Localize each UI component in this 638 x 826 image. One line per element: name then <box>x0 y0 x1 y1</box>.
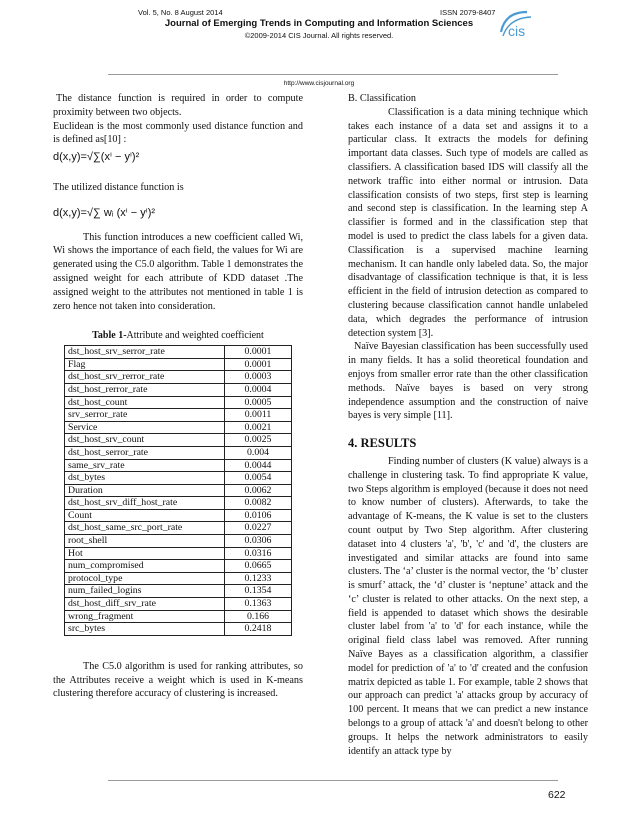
weight-cell: 0.0044 <box>225 459 292 472</box>
attribute-cell: dst_host_count <box>65 396 225 409</box>
table-row <box>65 535 292 548</box>
attribute-cell: same_srv_rate <box>65 459 225 472</box>
journal-title: Journal of Emerging Trends in Computing and Information Sciences <box>164 18 474 29</box>
attribute-cell: dst_host_serror_rate <box>65 446 225 459</box>
table-caption-text: Attribute and weighted coefficient <box>126 330 264 342</box>
attribute-cell: dst_host_srv_rerror_rate <box>65 371 225 384</box>
issn: ISSN 2079-8407 <box>440 8 496 17</box>
table-row <box>65 598 292 611</box>
table-row <box>65 371 292 384</box>
weight-cell: 0.166 <box>225 610 292 623</box>
table-row <box>65 547 292 560</box>
table-row <box>65 446 292 459</box>
table-row <box>65 383 292 396</box>
table-row <box>65 472 292 485</box>
paragraph: The C5.0 algorithm is used for ranking attributes, so the Attributes receive a weight which is used in K-means clustering therefore accuracy of clustering is increased. <box>53 660 303 700</box>
weight-cell: 0.1363 <box>225 598 292 611</box>
table-row <box>65 358 292 371</box>
euclidean-formula: d(x,y)=√∑(xⁱ − yⁱ)² <box>53 151 140 164</box>
paragraph: The utilized distance function is <box>53 181 184 193</box>
weight-cell: 0.0665 <box>225 560 292 573</box>
table-row <box>65 396 292 409</box>
weight-cell: 0.1354 <box>225 585 292 598</box>
weight-cell: 0.0054 <box>225 472 292 485</box>
page-number: 622 <box>548 789 566 801</box>
weight-cell: 0.0003 <box>225 371 292 384</box>
journal-url[interactable]: http://www.cisjournal.org <box>283 80 355 87</box>
attribute-cell: protocol_type <box>65 572 225 585</box>
table-row <box>65 623 292 636</box>
weight-cell: 0.0021 <box>225 421 292 434</box>
section-heading: 4. RESULTS <box>348 436 417 451</box>
attribute-cell: dst_bytes <box>65 472 225 485</box>
table-row <box>65 346 292 359</box>
weight-cell: 0.0227 <box>225 522 292 535</box>
paragraph: Naïve Bayesian classification has been successfully used in many fields. It has a solid theoretical foundation and enjoys from smaller error rate than the other classification methods. Naïve bayes is based on very strong independence assumption and the construction of naive bayes is very simple [11]. <box>348 341 588 422</box>
weighted-distance-formula: d(x,y)=√∑ wᵢ (xⁱ − yⁱ)² <box>53 206 156 219</box>
paragraph: Finding number of clusters (K value) always is a challenge in clustering task. To find appropriate K value, two Steps algorithm is employed (because it does not need to know number of clusters). Afterwards, to take the advantage of K-means, the K value is set to the clusters count output by Two Step algorithm. After clustering dataset into 4 clusters 'a', 'b', 'c' and 'd', the clusters are investigated and similar attacks are found into same clusters. The ‘a’ cluster is the normal vector, the ‘b’ cluster is smurf’ attack, the ‘d’ cluster is ‘neptune’ attack and the ‘c’ cluster is related to other attacks. On the next step, a field is appended to dataset which shows the desirable cluster label from 'a' to 'd' for each instance, while the original field class label was removed. After running Naïve Bayes as a classification algorithm, a classifier model for prediction of 'a' to 'd' created and the confusion matrix depicted as table 1. For example, table 2 shows that our approach can predict 'a' attacks group by accuracy of 100 percent. It means that we can predict a new instance belongs to a group of attack 'a' and doesn't belong to other groups. It helps the network administrators to easily identify an attack type by <box>348 455 588 757</box>
weight-cell: 0.004 <box>225 446 292 459</box>
table-row <box>65 434 292 447</box>
weight-cell: 0.0306 <box>225 535 292 548</box>
table-row <box>65 509 292 522</box>
volume-info: Vol. 5, No. 8 August 2014 <box>138 8 223 17</box>
attribute-cell: num_compromised <box>65 560 225 573</box>
paragraph: This function introduces a new coefficient called Wi, Wi shows the importance of each field, the values for Wi are generated using the C5.0 algorithm. Table 1 demonstrates the assigned weight for each attribute of KDD dataset .The assigned weight to the attributes not mentioned in table 1 is zero hence not taken into consideration. <box>53 231 303 312</box>
logo-text: cis <box>508 23 526 39</box>
copyright: ©2009-2014 CIS Journal. All rights reserved. <box>244 31 394 40</box>
right-column <box>348 92 588 758</box>
attribute-weight-table <box>64 345 292 636</box>
paragraph: Classification is a data mining technique which takes each instance of a data set and assigns it to a particular class. It extracts the models for defining important data classes. Such type of models are called as classifiers. A classification based IDS will classify all the network traffic into either normal or intrusion. Data classification consists of two steps, first step is learning and second step is classification. In the learning step A classifier is formed and in the classification step that model is used to predict the class labels for a given data. Classification is a supervised machine learning mechanism. It can handle only labeled data. So, the major disadvantage of classification technique is that, it is less efficient in the field of intrusion detection as compared to clustering because classification cannot handle unlabeled data, which degrades the performance of intrusion detection system [3]. <box>348 106 588 339</box>
header-rule <box>108 74 558 75</box>
attribute-cell: Count <box>65 509 225 522</box>
attribute-cell: dst_host_srv_serror_rate <box>65 346 225 359</box>
attribute-cell: Hot <box>65 547 225 560</box>
weight-cell: 0.0011 <box>225 409 292 422</box>
table-row <box>65 484 292 497</box>
attribute-cell: srv_serror_rate <box>65 409 225 422</box>
table-row <box>65 522 292 535</box>
attribute-cell: dst_host_srv_count <box>65 434 225 447</box>
table-row <box>65 497 292 510</box>
weight-cell: 0.1233 <box>225 572 292 585</box>
table-caption <box>53 329 303 343</box>
footer-rule <box>108 780 558 781</box>
attribute-cell: dst_host_srv_diff_host_rate <box>65 497 225 510</box>
paragraph: The distance function is required in order to compute proximity between two objects. <box>53 93 303 118</box>
left-column <box>53 92 303 701</box>
weight-cell: 0.0062 <box>225 484 292 497</box>
weight-cell: 0.0005 <box>225 396 292 409</box>
attribute-cell: root_shell <box>65 535 225 548</box>
table-row <box>65 459 292 472</box>
table-row <box>65 421 292 434</box>
weight-cell: 0.0025 <box>225 434 292 447</box>
table-caption-label: Table 1- <box>92 330 127 342</box>
attribute-cell: dst_host_diff_srv_rate <box>65 598 225 611</box>
paragraph: Euclidean is the most commonly used distance function and is defined as[10] : <box>53 120 303 146</box>
attribute-cell: dst_host_rerror_rate <box>65 383 225 396</box>
attribute-cell: dst_host_same_src_port_rate <box>65 522 225 535</box>
table-row <box>65 560 292 573</box>
weight-cell: 0.2418 <box>225 623 292 636</box>
weight-cell: 0.0001 <box>225 358 292 371</box>
attribute-cell: num_failed_logins <box>65 585 225 598</box>
weight-cell: 0.0004 <box>225 383 292 396</box>
attribute-cell: Service <box>65 421 225 434</box>
attribute-cell: Duration <box>65 484 225 497</box>
table-row <box>65 610 292 623</box>
weight-cell: 0.0001 <box>225 346 292 359</box>
weight-cell: 0.0082 <box>225 497 292 510</box>
weight-cell: 0.0106 <box>225 509 292 522</box>
attribute-cell: Flag <box>65 358 225 371</box>
attribute-cell: src_bytes <box>65 623 225 636</box>
cis-logo-icon <box>497 6 537 46</box>
weight-cell: 0.0316 <box>225 547 292 560</box>
subsection-heading: B. Classification <box>348 93 416 104</box>
attribute-cell: wrong_fragment <box>65 610 225 623</box>
table-row <box>65 572 292 585</box>
table-row <box>65 409 292 422</box>
table-row <box>65 585 292 598</box>
